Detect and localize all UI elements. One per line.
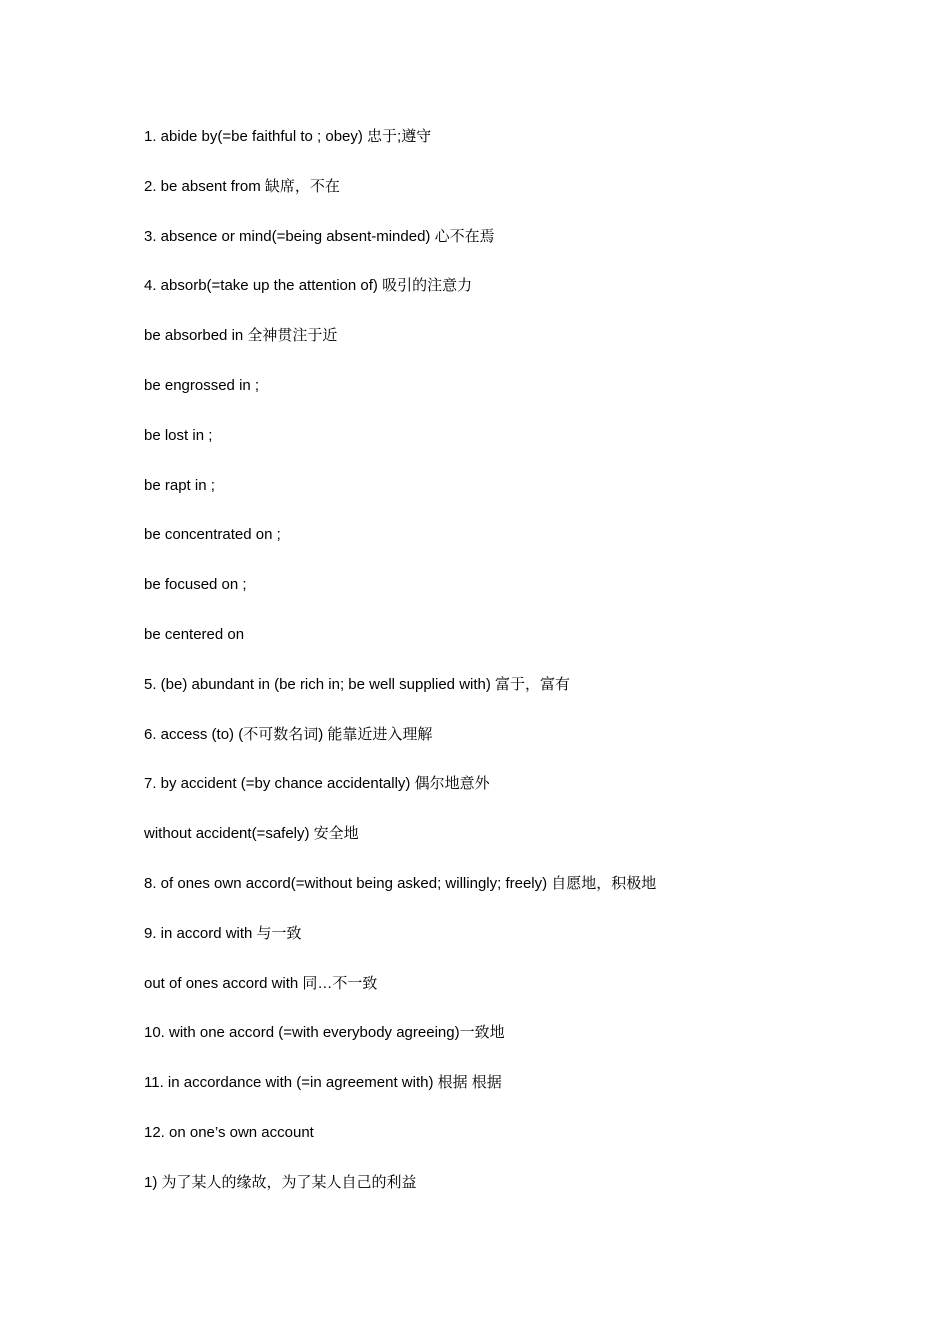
text-line: 7. by accident (=by chance accidentally) 偶尔地意外: [144, 775, 490, 793]
text-line: 11. in accordance with (=in agreement with) 根据 根据: [144, 1074, 502, 1092]
text-line: 9. in accord with 与一致: [144, 924, 302, 942]
text-line: 1. abide by(=be faithful to ; obey) 忠于;遵守: [144, 128, 432, 145]
text-line: without accident(=safely) 安全地: [144, 825, 359, 843]
text-line: be engrossed in ;: [144, 376, 260, 394]
text-line: 12. on one’s own account: [144, 1123, 314, 1141]
text-line: out of ones accord with 同…不一致: [144, 974, 378, 992]
text-line: 5. (be) abundant in (be rich in; be well supplied with) 富于，富有: [144, 675, 571, 693]
text-line: be focused on ;: [144, 576, 247, 594]
text-line: 6. access (to) (不可数名词) 能靠近进入理解: [144, 725, 433, 743]
text-line: 3. absence or mind(=being absent-minded) 心不在焉: [144, 227, 495, 245]
text-line: 1) 为了某人的缘故，为了某人自己的利益: [144, 1173, 417, 1191]
text-line: 10. with one accord (=with everybody agreeing)一致地: [144, 1024, 505, 1042]
text-line: 4. absorb(=take up the attention of) 吸引的注意力: [144, 277, 473, 295]
text-line: 2. be absent from 缺席，不在: [144, 177, 340, 195]
text-line: be lost in ;: [144, 426, 213, 444]
text-line: be concentrated on ;: [144, 526, 281, 544]
text-line: be rapt in ;: [144, 476, 215, 494]
text-line: be centered on: [144, 625, 245, 643]
phrase-list: [144, 125, 904, 1221]
text-line: be absorbed in 全神贯注于近: [144, 327, 338, 345]
text-line: 8. of ones own accord(=without being asked; willingly; freely) 自愿地，积极地: [144, 874, 657, 892]
